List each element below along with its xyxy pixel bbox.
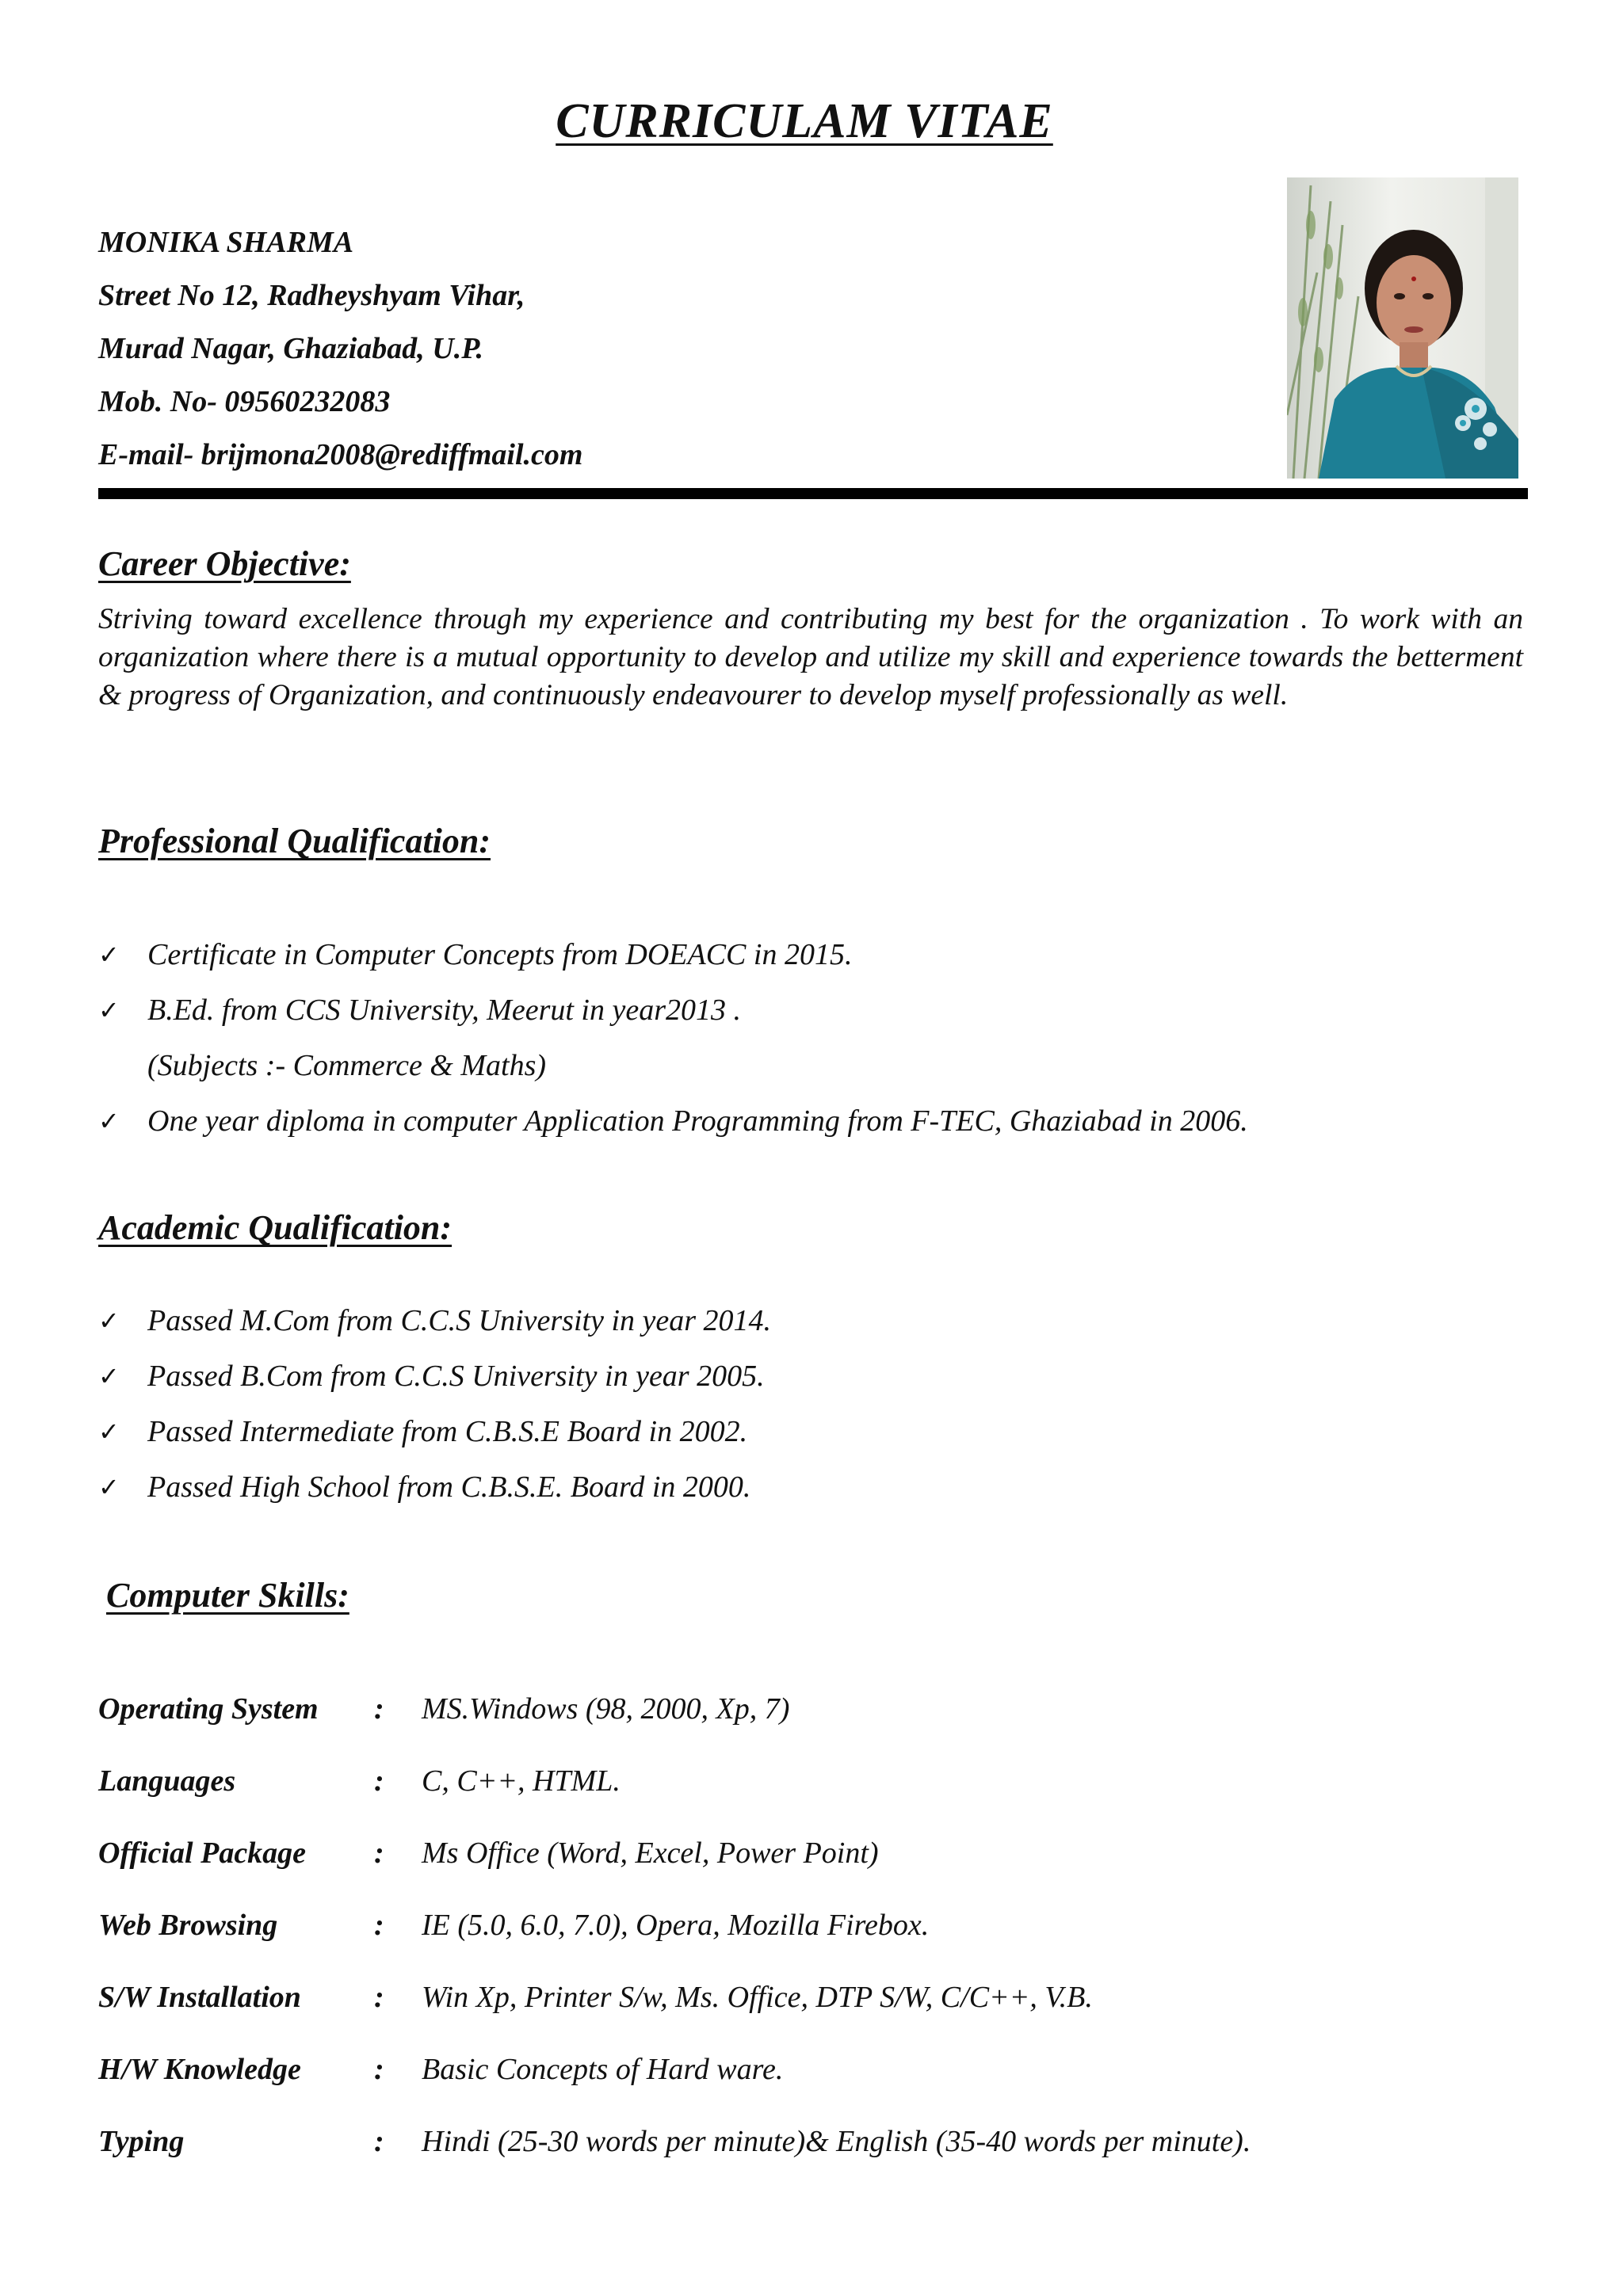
portrait-illustration	[1287, 177, 1518, 479]
mobile-number: Mob. No- 09560232083	[98, 385, 391, 418]
skill-label: H/W Knowledge	[98, 2053, 301, 2086]
checkmark-icon: ✓	[98, 1472, 120, 1502]
career-objective-heading: Career Objective:	[98, 544, 351, 583]
skill-colon: :	[374, 1981, 384, 2014]
skill-colon: :	[374, 1692, 384, 1726]
skill-value: IE (5.0, 6.0, 7.0), Opera, Mozilla Firebox.	[422, 1909, 930, 1942]
skill-value: C, C++, HTML.	[422, 1764, 621, 1798]
contact-block	[98, 220, 582, 486]
subjects-note: (Subjects :- Commerce & Maths)	[147, 1049, 547, 1082]
computer-skills-heading: Computer Skills:	[106, 1576, 349, 1615]
skill-value: MS.Windows (98, 2000, Xp, 7)	[422, 1692, 790, 1726]
checkmark-icon: ✓	[98, 940, 120, 970]
skill-value: Win Xp, Printer S/w, Ms. Office, DTP S/W, C/C++, V.B.	[422, 1981, 1093, 2014]
skill-label: Operating System	[98, 1692, 319, 1726]
skill-colon: :	[374, 2125, 384, 2158]
skill-label: Languages	[98, 1764, 236, 1798]
skill-colon: :	[374, 1909, 384, 1942]
email-address: E-mail- brijmona2008@rediffmail.com	[98, 438, 583, 471]
skill-colon: :	[374, 1764, 384, 1798]
professional-qualification-heading: Professional Qualification:	[98, 822, 491, 860]
skill-colon: :	[374, 1836, 384, 1870]
career-objective-text: Striving toward excellence through my experience and contributing my best for the organization . To work with an organization where there is a mutual opportunity to develop and utilize my skill and experience towards the betterment & progress of Organization, and continuously endeavourer to develop myself professionally as well.	[98, 603, 1523, 711]
skill-label: Web Browsing	[98, 1909, 278, 1942]
address-line-2: Murad Nagar, Ghaziabad, U.P.	[98, 332, 484, 365]
academic-qualification-heading: Academic Qualification:	[98, 1208, 453, 1247]
checkmark-icon: ✓	[98, 1417, 120, 1447]
skill-label: Official Package	[98, 1836, 307, 1870]
skill-value: Hindi (25-30 words per minute)& English (35-40 words per minute).	[422, 2125, 1251, 2158]
profile-photo	[1287, 177, 1518, 479]
header-divider	[98, 488, 1528, 499]
candidate-name: MONIKA SHARMA	[98, 226, 354, 259]
checkmark-icon: ✓	[98, 995, 120, 1025]
skill-value: Basic Concepts of Hard ware.	[422, 2053, 784, 2086]
address-line-1: Street No 12, Radheyshyam Vihar,	[98, 279, 525, 312]
document-title: CURRICULAM VITAE	[556, 94, 1053, 148]
resume-page: CURRICULAM VITAE MONIKA SHARMA Street No 12, Radheyshyam Vihar, Murad Nagar, Ghaziabad, U.P. Mob. No- 09560232083 E-mail- brijmona2008@rediffmail.com Career Objective: Striving toward excellence through my experience and contributing my best for the organization . To work with an organization where there is a mutual opportunity to develop and utilize my skill and experience towards the betterment & progress of Organization, and continuously endeavourer to develop myself professionally as well. Professional Qualification: ✓ Certificate in Computer Concepts from DOEACC in 2015. ✓ B.Ed. from CCS University, Meerut in year2013 . (Subjects :- Commerce & Maths) ✓ One year diploma in computer Application Programming from F-TEC, Ghaziabad in 2006. Academic Qualification: ✓ Passed M.Com from C.C.S University in year 2014. ✓ Passed B.Com from C.C.S University in year 2005. ✓ Passed Intermediate from C.B.S.E Board in 2002. ✓ Passed High School from C.B.S.E. Board in 2000. Computer Skills: Operating System : MS.Windows (98, 2000, Xp, 7) Languages : C, C++, HTML. Official Package : Ms Office (Word, Excel, Power Point) Web Browsing : IE (5.0, 6.0, 7.0), Opera, Mozilla Firebox. S/W Installation : Win Xp, Printer S/w, Ms. Office, DTP S/W, C/C++, V.B. H/W Knowledge : Basic Concepts of Hard ware. Typing : Hindi (25-30 words per minute)& English (35-40 words per minute).	[0, 0, 1623, 2296]
checkmark-icon: ✓	[98, 1361, 120, 1391]
skill-label: Typing	[98, 2125, 185, 2158]
skill-label: S/W Installation	[98, 1981, 301, 2014]
checkmark-icon: ✓	[98, 1306, 120, 1336]
skill-colon: :	[374, 2053, 384, 2086]
checkmark-icon: ✓	[98, 1106, 120, 1136]
skill-value: Ms Office (Word, Excel, Power Point)	[422, 1836, 879, 1870]
